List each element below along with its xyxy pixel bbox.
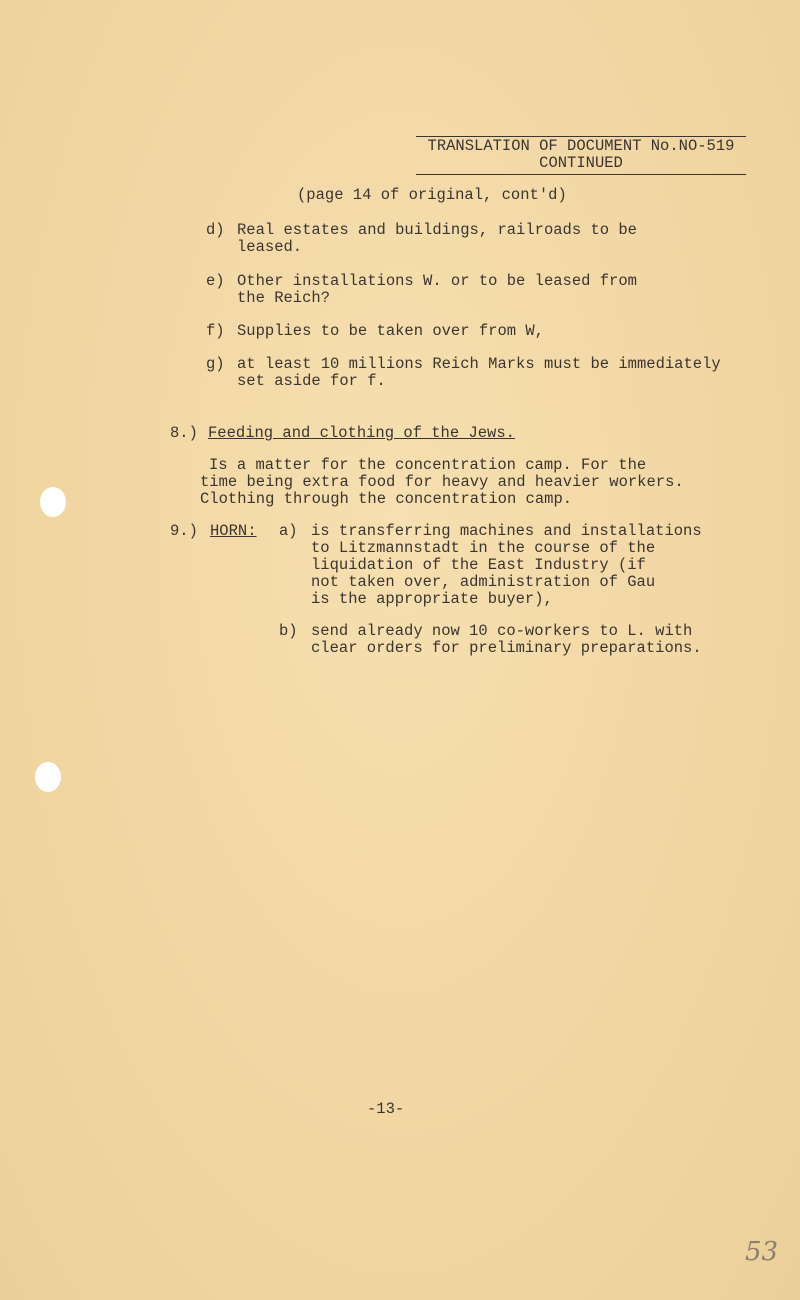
item-d-text: leased. — [237, 238, 303, 256]
section-8-title: Feeding and clothing of the Jews. — [208, 424, 515, 442]
item-e-text: the Reich? — [237, 289, 331, 307]
section-9-b-text: send already now 10 co-workers to L. with — [311, 622, 693, 640]
item-d-text: Real estates and buildings, railroads to be — [237, 221, 637, 239]
section-9-a-text: not taken over, administration of Gau — [311, 573, 656, 591]
item-g-label: g) — [206, 355, 225, 373]
section-8-text: time being extra food for heavy and heavier workers. — [200, 473, 684, 491]
section-9-a-label: a) — [279, 522, 298, 540]
handwritten-page-number: 53 — [745, 1237, 779, 1267]
item-e-label: e) — [206, 272, 225, 290]
item-f-label: f) — [206, 322, 225, 340]
section-9-b-label: b) — [279, 622, 298, 640]
section-9-a-text: to Litzmannstadt in the course of the — [311, 539, 656, 557]
section-8-text: Clothing through the concentration camp. — [200, 490, 573, 508]
section-9-number: 9.) — [170, 522, 198, 540]
section-9-a-text: is the appropriate buyer), — [311, 590, 553, 608]
section-9-b-text: clear orders for preliminary preparations. — [311, 639, 702, 657]
page-reference: (page 14 of original, cont'd) — [297, 186, 567, 204]
punch-hole — [35, 762, 61, 792]
page-number: -13- — [367, 1100, 405, 1118]
item-d-label: d) — [206, 221, 225, 239]
section-9-a-text: is transferring machines and installations — [311, 522, 702, 540]
section-9-a-text: liquidation of the East Industry (if — [311, 556, 646, 574]
document-header — [416, 136, 746, 175]
section-9-title: HORN: — [210, 522, 257, 540]
header-title: TRANSLATION OF DOCUMENT No.NO-519 — [416, 136, 746, 155]
section-8-text: Is a matter for the concentration camp. For the — [209, 456, 647, 474]
header-continued: CONTINUED — [416, 155, 746, 175]
item-g-text: set aside for f. — [237, 372, 386, 390]
item-f-text: Supplies to be taken over from W, — [237, 322, 544, 340]
item-e-text: Other installations W. or to be leased from — [237, 272, 637, 290]
section-8-number: 8.) — [170, 424, 198, 442]
punch-hole — [40, 487, 66, 517]
item-g-text: at least 10 millions Reich Marks must be immediately — [237, 355, 721, 373]
